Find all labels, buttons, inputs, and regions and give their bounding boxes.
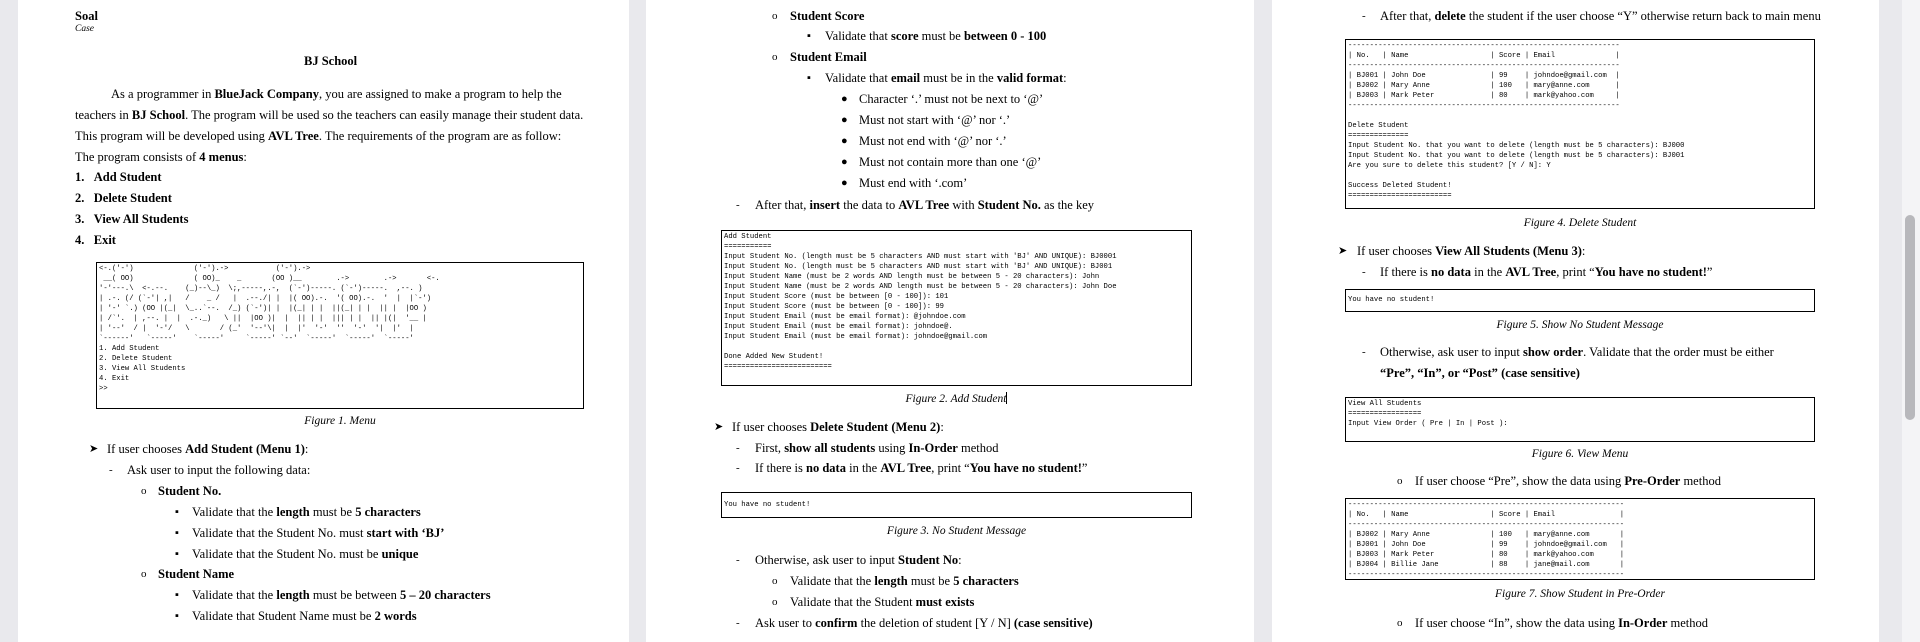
circle-bullet-icon: o: [1397, 475, 1403, 487]
ask-input-text: Ask user to input the following data:: [127, 463, 311, 477]
document-page-2: [646, 0, 1254, 642]
delete-confirm-instruction: After that, delete the student if the user choose “Y” otherwise return back to main menu: [1380, 9, 1821, 23]
view-students-intro: If user chooses View All Students (Menu 3):: [1357, 244, 1586, 258]
rule-email: Validate that email must be in the valid format:: [825, 71, 1067, 85]
dot-bullet-icon: ●: [841, 114, 848, 126]
text-cursor: [1006, 392, 1007, 404]
menu-list-item: 1. Add Student: [75, 170, 162, 184]
rule-name-words: Validate that Student Name must be 2 words: [192, 609, 417, 623]
dash-bullet-icon: -: [1362, 266, 1366, 278]
email-rule: Must end with ‘.com’: [859, 176, 968, 190]
menu-list-item: 3. View All Students: [75, 212, 189, 226]
dash-bullet-icon: -: [1362, 346, 1366, 358]
pre-order-instruction: If user choose “Pre”, show the data using Pre-Order method: [1415, 474, 1721, 488]
dash-bullet-icon: -: [736, 554, 740, 566]
field-student-no: Student No.: [158, 484, 222, 498]
order-options: “Pre”, “In”, or “Post” (case sensitive): [1380, 366, 1580, 380]
circle-bullet-icon: o: [772, 575, 778, 587]
figure-3-caption: Figure 3. No Student Message: [886, 525, 1027, 537]
circle-bullet-icon: o: [772, 10, 778, 22]
document-page-1: [18, 0, 629, 642]
figure-6-console: View All Students ================= Input View Order ( Pre | In | Post ):: [1345, 397, 1815, 442]
circle-bullet-icon: o: [772, 51, 778, 63]
arrow-bullet-icon: ➤: [89, 443, 99, 455]
circle-bullet-icon: o: [141, 568, 147, 580]
dash-bullet-icon: -: [1362, 10, 1366, 22]
delete-student-intro: If user chooses Delete Student (Menu 2):: [732, 420, 944, 434]
email-rule: Character ‘.’ must not be next to ‘@’: [859, 92, 1044, 106]
intro-line-2: teachers in BJ School. The program will be used so the teachers can easily manage their student data.: [75, 108, 584, 122]
dash-bullet-icon: -: [736, 199, 740, 211]
figure-2-console: Add Student =========== Input Student No. (length must be 5 characters AND must start with 'BJ' AND UNIQUE): BJ0001 Input Student No. (length must be 5 characters AND must start with 'BJ' AND UNIQUE): BJ001 Input Student Name (must be 2 words AND length must be between 5 - 20 characters): John Input Student Name (must be 2 words AND length must be between 5 - 20 characters): John Doe Input Student Score (must be between [0 - 100]): 101 Input Student Score (must be between [0 - 100]): 99 Input Student Email (must be email format): @johndoe.com Input Student Email (must be email format): johndoe@. Input Student Email (must be email format): johndoe@gmail.com Done Added New Student! =========================: [721, 230, 1192, 386]
menu-list-item: 4. Exit: [75, 233, 116, 247]
dash-bullet-icon: -: [736, 462, 740, 474]
first-instruction: First, show all students using In-Order method: [755, 441, 999, 455]
field-student-score: Student Score: [790, 9, 865, 23]
circle-bullet-icon: o: [772, 596, 778, 608]
insert-instruction: After that, insert the data to AVL Tree with Student No. as the key: [755, 198, 1095, 212]
square-bullet-icon: ▪: [175, 610, 179, 622]
figure-4-caption: Figure 4. Delete Student: [1523, 217, 1637, 229]
figure-1-console: <-.('-') ('-').-> ('-').-> __( OO) ( OO)_ _ (OO )__ .-> .-> <-. '-'---.\ <-.--. (_)--\_) \;,-----,.-, (`-')-----. (`-')-----. ,--. ) | .-. (/ (`-'| ,| / _ / | .--./| | |( OO).-. '( OO).-. ' | |`-') | '-' `.) (OO |(_| \_..`--. /_) (`-')| | |(_| | | ||(_| | | || | |OO ) | /`'. | ,--. | | .-._) \ || |OO )| | || | | ||| | | || |(| '__ | | '--' / | '-'/ \ / (_' '--'\| | |' '-' '' '-' '| |' | `------' `-----' `-----' `-----' `--' `-----' `-----' `-----' 1. Add Student 2. Delete Student 3. View All Students 4. Exit >>: [96, 262, 584, 409]
no-data-instruction: If there is no data in the AVL Tree, print “You have no student!”: [755, 461, 1088, 475]
square-bullet-icon: ▪: [807, 30, 811, 42]
add-student-intro: If user chooses Add Student (Menu 1):: [107, 442, 309, 456]
email-rule: Must not end with ‘@’ nor ‘.’: [859, 134, 1007, 148]
doc-title: BJ School: [304, 54, 358, 68]
confirm-instruction: Ask user to confirm the deletion of student [Y / N] (case sensitive): [755, 616, 1093, 630]
circle-bullet-icon: o: [1397, 617, 1403, 629]
order-instruction: Otherwise, ask user to input show order. Validate that the order must be either: [1380, 345, 1774, 359]
square-bullet-icon: ▪: [175, 548, 179, 560]
intro-line-1: As a programmer in BlueJack Company, you are assigned to make a program to help the: [111, 87, 562, 101]
square-bullet-icon: ▪: [807, 72, 811, 84]
rule-delete-length: Validate that the length must be 5 characters: [790, 574, 1019, 588]
rule-score: Validate that score must be between 0 - 100: [825, 29, 1047, 43]
header-subtitle: Case: [75, 24, 94, 34]
field-student-name: Student Name: [158, 567, 235, 581]
figure-5-caption: Figure 5. Show No Student Message: [1496, 319, 1664, 331]
menu-list-item: 2. Delete Student: [75, 191, 172, 205]
figure-3-console: You have no student!: [721, 492, 1192, 518]
dash-bullet-icon: -: [736, 617, 740, 629]
rule-start: Validate that the Student No. must start with ‘BJ’: [192, 526, 445, 540]
arrow-bullet-icon: ➤: [714, 421, 724, 433]
figure-5-console: You have no student!: [1345, 289, 1815, 312]
square-bullet-icon: ▪: [175, 527, 179, 539]
dash-bullet-icon: -: [736, 442, 740, 454]
arrow-bullet-icon: ➤: [1338, 245, 1348, 257]
dot-bullet-icon: ●: [841, 156, 848, 168]
dot-bullet-icon: ●: [841, 93, 848, 105]
intro-line-4: The program consists of 4 menus:: [75, 150, 247, 164]
figure-4-console: --------------------------------------------------------------- | No. | Name | Score | Email | --------------------------------------------------------------- | BJ001 | John Doe | 99 | johndoe@gmail.com | | BJ002 | Mary Anne | 100 | mary@anne.com | | BJ003 | Mark Peter | 80 | mark@yahoo.com | --------------------------------------------------------------- Delete Student ============== Input Student No. that you want to delete (length must be 5 characters): BJ000 Input Student No. that you want to delete (length must be 5 characters): BJ001 Are you sure to delete this student? [Y / N]: Y Success Deleted Student! ========================: [1345, 39, 1815, 209]
intro-line-3: This program will be developed using AVL Tree. The requirements of the program are as follow:: [75, 129, 562, 143]
dot-bullet-icon: ●: [841, 135, 848, 147]
figure-6-caption: Figure 6. View Menu: [1531, 448, 1629, 460]
ask-student-no: Otherwise, ask user to input Student No:: [755, 553, 962, 567]
figure-7-console: ---------------------------------------------------------------- | No. | Name | Score | Email | ---------------------------------------------------------------- | BJ002 | Mary Anne | 100 | mary@anne.com | | BJ001 | John Doe | 99 | johndoe@gmail.com | | BJ003 | Mark Peter | 80 | mark@yahoo.com | | BJ004 | Billie Jane | 88 | jane@mail.com | ----------------------------------------------------------------: [1345, 498, 1815, 580]
rule-delete-exists: Validate that the Student must exists: [790, 595, 975, 609]
header-title: Soal: [75, 9, 98, 23]
email-rule: Must not contain more than one ‘@’: [859, 155, 1042, 169]
rule-name-length: Validate that the length must be between 5 – 20 characters: [192, 588, 491, 602]
rule-unique: Validate that the Student No. must be unique: [192, 547, 419, 561]
email-rule: Must not start with ‘@’ nor ‘.’: [859, 113, 1011, 127]
circle-bullet-icon: o: [141, 485, 147, 497]
figure-2-caption: Figure 2. Add Student: [905, 393, 1007, 405]
scrollbar-thumb[interactable]: [1905, 215, 1915, 420]
square-bullet-icon: ▪: [175, 589, 179, 601]
square-bullet-icon: ▪: [175, 506, 179, 518]
field-student-email: Student Email: [790, 50, 867, 64]
dash-bullet-icon: -: [109, 464, 113, 476]
dot-bullet-icon: ●: [841, 177, 848, 189]
in-order-instruction: If user choose “In”, show the data using In-Order method: [1415, 616, 1709, 630]
rule-length: Validate that the length must be 5 characters: [192, 505, 421, 519]
no-data-instruction: If there is no data in the AVL Tree, print “You have no student!”: [1380, 265, 1713, 279]
figure-1-caption: Figure 1. Menu: [304, 415, 376, 427]
figure-7-caption: Figure 7. Show Student in Pre-Order: [1495, 588, 1665, 600]
document-page-3: [1272, 0, 1879, 642]
